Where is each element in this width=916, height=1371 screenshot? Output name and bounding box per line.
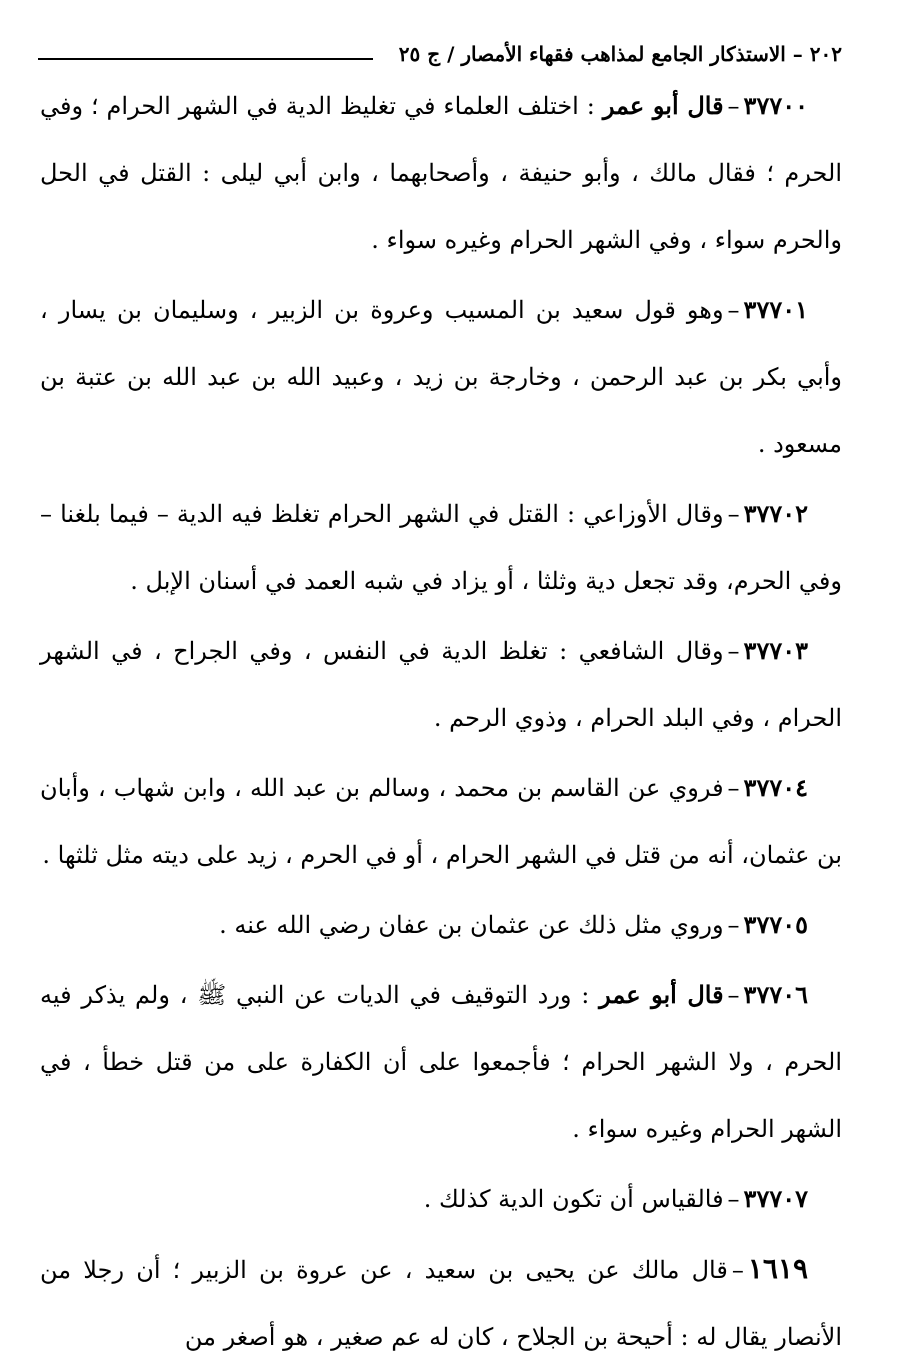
dash: –: [727, 92, 740, 120]
hadith-number: ١٦١٩: [747, 1252, 808, 1285]
paragraph-37700: [40, 72, 842, 274]
running-title: ٢٠٢ – الاستذكار الجامع لمذاهب فقهاء الأمصار / ج ٢٥: [398, 42, 842, 66]
paragraph-number: ٣٧٧٠٤: [743, 773, 808, 802]
paragraph-text: وروي مثل ذلك عن عثمان بن عفان رضي الله عنه .: [219, 911, 724, 939]
speaker-label: قال أبو عمر: [599, 980, 724, 1009]
paragraph-text: فروي عن القاسم بن محمد ، وسالم بن عبد الله ، وابن شهاب ، وأبان بن عثمان، أنه من قتل في الشهر الحرام ، أو في الحرم ، زيد على ديته مثل ثلثها .: [40, 774, 842, 869]
paragraph-number: ٣٧٧٠٧: [743, 1184, 808, 1213]
paragraph-37707: [40, 1165, 842, 1233]
header-rule: [38, 58, 373, 60]
paragraph-37706: [40, 961, 842, 1163]
speaker-label: قال أبو عمر: [602, 91, 724, 120]
paragraph-number: ٣٧٧٠٢: [743, 499, 809, 528]
running-header: [40, 36, 842, 66]
paragraph-37703: [40, 617, 842, 752]
paragraph-number: ٣٧٧٠٠: [743, 91, 808, 120]
hadith-text: قال مالك عن يحيى بن سعيد ، عن عروة بن الزبير ؛ أن رجلا من الأنصار يقال له : أحيحة بن الجلاح ، كان له عم صغير ، هو أصغر من: [40, 1256, 842, 1351]
dash: –: [727, 637, 740, 665]
paragraph-number: ٣٧٧٠١: [743, 295, 808, 324]
paragraph-number: ٣٧٧٠٦: [743, 980, 808, 1009]
paragraph-number: ٣٧٧٠٥: [743, 910, 808, 939]
dash: –: [727, 774, 740, 802]
paragraph-text: : ورد التوقيف في الديات عن النبي ﷺ ، ولم يذكر فيه الحرم ، ولا الشهر الحرام ؛ فأجمعوا على أن الكفارة على من قتل خطأ ، في الشهر الحرام وغيره سواء .: [40, 981, 842, 1143]
dash: –: [727, 911, 740, 939]
dash: –: [727, 296, 740, 324]
paragraph-text: وهو قول سعيد بن المسيب وعروة بن الزبير ، وسليمان بن يسار ، وأبي بكر بن عبد الرحمن ، وخارجة بن زيد ، وعبيد الله بن عبد الله بن عتبة بن مسعود .: [40, 296, 843, 458]
hadith-1619: [40, 1235, 842, 1371]
paragraph-37705: [40, 891, 842, 959]
paragraph-37702: [40, 480, 842, 615]
paragraph-number: ٣٧٧٠٣: [743, 636, 808, 665]
paragraph-37704: [40, 754, 842, 889]
paragraph-37701: [40, 276, 842, 478]
dash: –: [727, 500, 740, 528]
dash: –: [731, 1256, 744, 1284]
paragraph-text: : اختلف العلماء في تغليظ الدية في الشهر الحرام ؛ وفي الحرم ؛ فقال مالك ، وأبو حنيفة ، وأصحابهما ، وابن أبي ليلى : القتل في الحل والحرم سواء ، وفي الشهر الحرام وغيره سواء .: [40, 92, 842, 254]
body-text: [40, 72, 842, 1371]
paragraph-text: وقال الشافعي : تغلظ الدية في النفس ، وفي الجراح ، في الشهر الحرام ، وفي البلد الحرام ، وذوي الرحم .: [40, 637, 842, 732]
dash: –: [727, 1185, 740, 1213]
paragraph-text: فالقياس أن تكون الدية كذلك .: [423, 1185, 724, 1213]
dash: –: [727, 981, 740, 1009]
paragraph-text: وقال الأوزاعي : القتل في الشهر الحرام تغلظ فيه الدية – فيما بلغنا – وفي الحرم، وقد تجعل دية وثلثا ، أو يزاد في شبه العمد في أسنان الإبل .: [40, 500, 842, 595]
